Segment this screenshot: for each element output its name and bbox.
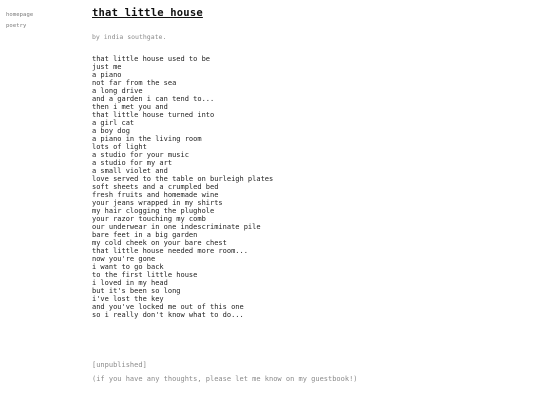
poem-line: a studio for my art <box>92 159 173 167</box>
poem-line: your jeans wrapped in my shirts <box>92 199 223 207</box>
poem-line: but it's been so long <box>92 287 181 295</box>
poem-line: i loved in my head <box>92 279 168 287</box>
poem-line: and a garden i can tend to... <box>92 95 215 103</box>
poem-line: then i met you and <box>92 103 168 111</box>
poem-line: and you've locked me out of this one <box>92 303 244 311</box>
poem-line: that little house needed more room... <box>92 247 248 255</box>
poem-line: a long drive <box>92 87 143 95</box>
poem-line: not far from the sea <box>92 79 177 87</box>
poem-line: a small violet and <box>92 167 168 175</box>
sidebar-nav <box>6 10 76 32</box>
poem-line: fresh fruits and homemade wine <box>92 191 219 199</box>
poem-line: i want to go back <box>92 263 164 271</box>
poem-byline: by india southgate. <box>92 33 167 41</box>
poem-line: to the first little house <box>92 271 198 279</box>
poem-line: my hair clogging the plughole <box>92 207 215 215</box>
poem-line: that little house turned into <box>92 111 215 119</box>
poem-line: that little house used to be <box>92 55 211 63</box>
poem-line: a piano <box>92 71 122 79</box>
publication-status: [unpublished] <box>92 361 147 369</box>
poem-title: that little house <box>92 7 203 19</box>
poem-line: lots of light <box>92 143 147 151</box>
poem-line: soft sheets and a crumpled bed <box>92 183 219 191</box>
poem-line: our underwear in one indescriminate pile <box>92 223 261 231</box>
poem-line: so i really don't know what to do... <box>92 311 244 319</box>
nav-link-poetry[interactable]: poetry <box>6 23 27 29</box>
guestbook-note: (if you have any thoughts, please let me know on my guestbook!) <box>92 375 358 383</box>
poem-footer <box>92 361 358 389</box>
poem-line: a girl cat <box>92 119 135 127</box>
poem-line: a piano in the living room <box>92 135 202 143</box>
poem-line: bare feet in a big garden <box>92 231 198 239</box>
poem-line: your razor touching my comb <box>92 215 206 223</box>
poem-body <box>92 55 512 319</box>
nav-link-homepage[interactable]: homepage <box>6 12 34 18</box>
poem-content <box>92 6 512 319</box>
poem-line: just me <box>92 63 122 71</box>
poem-line: a boy dog <box>92 127 130 135</box>
poem-line: i've lost the key <box>92 295 164 303</box>
poem-line: my cold cheek on your bare chest <box>92 239 227 247</box>
poem-line: a studio for your music <box>92 151 189 159</box>
poem-line: love served to the table on burleigh plates <box>92 175 274 183</box>
poem-line: now you're gone <box>92 255 156 263</box>
